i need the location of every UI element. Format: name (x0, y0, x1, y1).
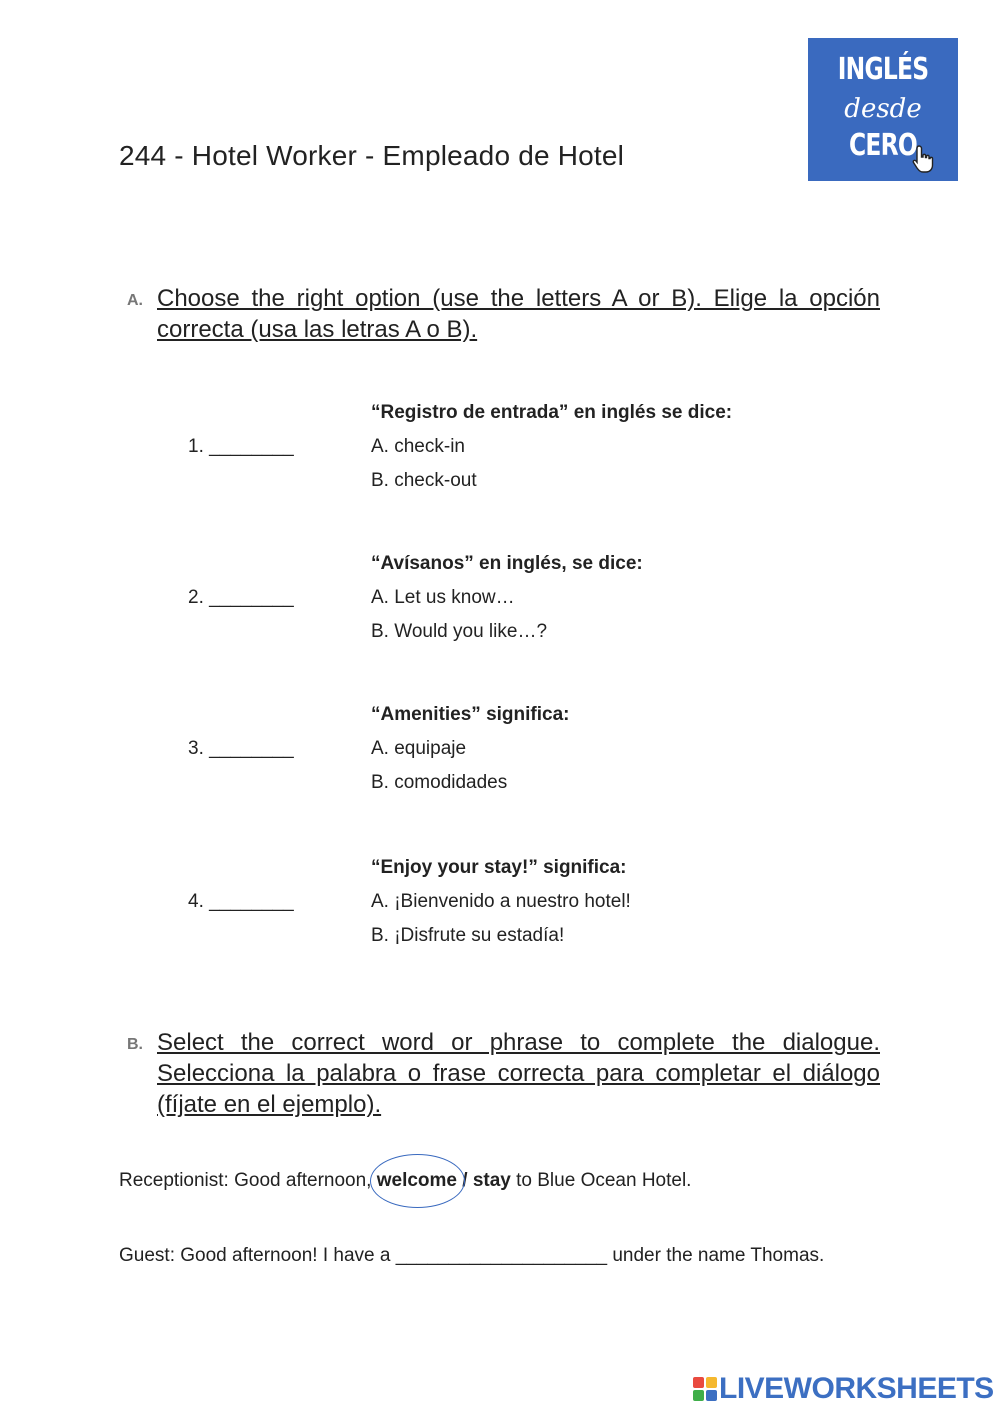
section-b-letter: B. (127, 1036, 143, 1053)
question-4-answer-blank[interactable]: 4. ________ (188, 891, 294, 912)
question-3-prompt: “Amenities” significa: (371, 704, 570, 725)
choice-selected-welcome[interactable] (377, 1170, 457, 1192)
logo-line-2: desde (844, 94, 922, 124)
dialogue-line-1-suffix: to Blue Ocean Hotel. (510, 1170, 692, 1191)
dialogue-line-guest[interactable]: Guest: Good afternoon! I have a ____________________ under the name Thomas. (119, 1245, 825, 1266)
logo-line-1: INGLÉS (837, 52, 929, 87)
hand-cursor-icon (911, 144, 937, 174)
footer-brand (693, 1374, 994, 1404)
question-3-option-b: B. comodidades (371, 772, 508, 793)
choice-selected-label: welcome (376, 1170, 457, 1191)
section-b-instruction: Select the correct word or phrase to complete the dialogue. Selecciona la palabra o frase correcta para completar el diálogo (fíjate en el ejemplo). (157, 1029, 880, 1118)
question-2-option-a: A. Let us know… (371, 587, 515, 608)
choice-other-stay[interactable]: stay (472, 1170, 511, 1191)
question-4-option-a: A. ¡Bienvenido a nuestro hotel! (371, 891, 631, 912)
question-1-prompt: “Registro de entrada” en inglés se dice: (371, 402, 733, 423)
logo (808, 38, 958, 181)
section-a-letter: A. (127, 292, 143, 309)
question-1-answer-blank[interactable]: 1. ________ (188, 436, 294, 457)
question-4-option-b: B. ¡Disfrute su estadía! (371, 925, 565, 946)
question-2-option-b: B. Would you like…? (371, 621, 548, 642)
question-4-prompt: “Enjoy your stay!” significa: (371, 857, 627, 878)
liveworksheets-logo-icon (693, 1377, 717, 1401)
selection-circle (370, 1154, 465, 1208)
question-2-prompt: “Avísanos” en inglés, se dice: (371, 553, 643, 574)
section-a-instruction: Choose the right option (use the letters A or B). Elige la opción correcta (usa las letras A o B). (157, 285, 880, 343)
question-3-option-a: A. equipaje (371, 738, 467, 759)
dialogue-line-1-prefix: Receptionist: Good afternoon, (119, 1170, 377, 1191)
logo-line-3: CERO (849, 128, 917, 163)
question-1-option-a: A. check-in (371, 436, 465, 457)
page-title: 244 - Hotel Worker - Empleado de Hotel (119, 140, 625, 171)
dialogue-line-receptionist (119, 1170, 691, 1192)
question-3-answer-blank[interactable]: 3. ________ (188, 738, 294, 759)
choice-separator: / (456, 1170, 473, 1191)
question-2-answer-blank[interactable]: 2. ________ (188, 587, 294, 608)
footer-brand-text: LIVEWORKSHEETS (719, 1372, 994, 1405)
question-1-option-b: B. check-out (371, 470, 477, 491)
